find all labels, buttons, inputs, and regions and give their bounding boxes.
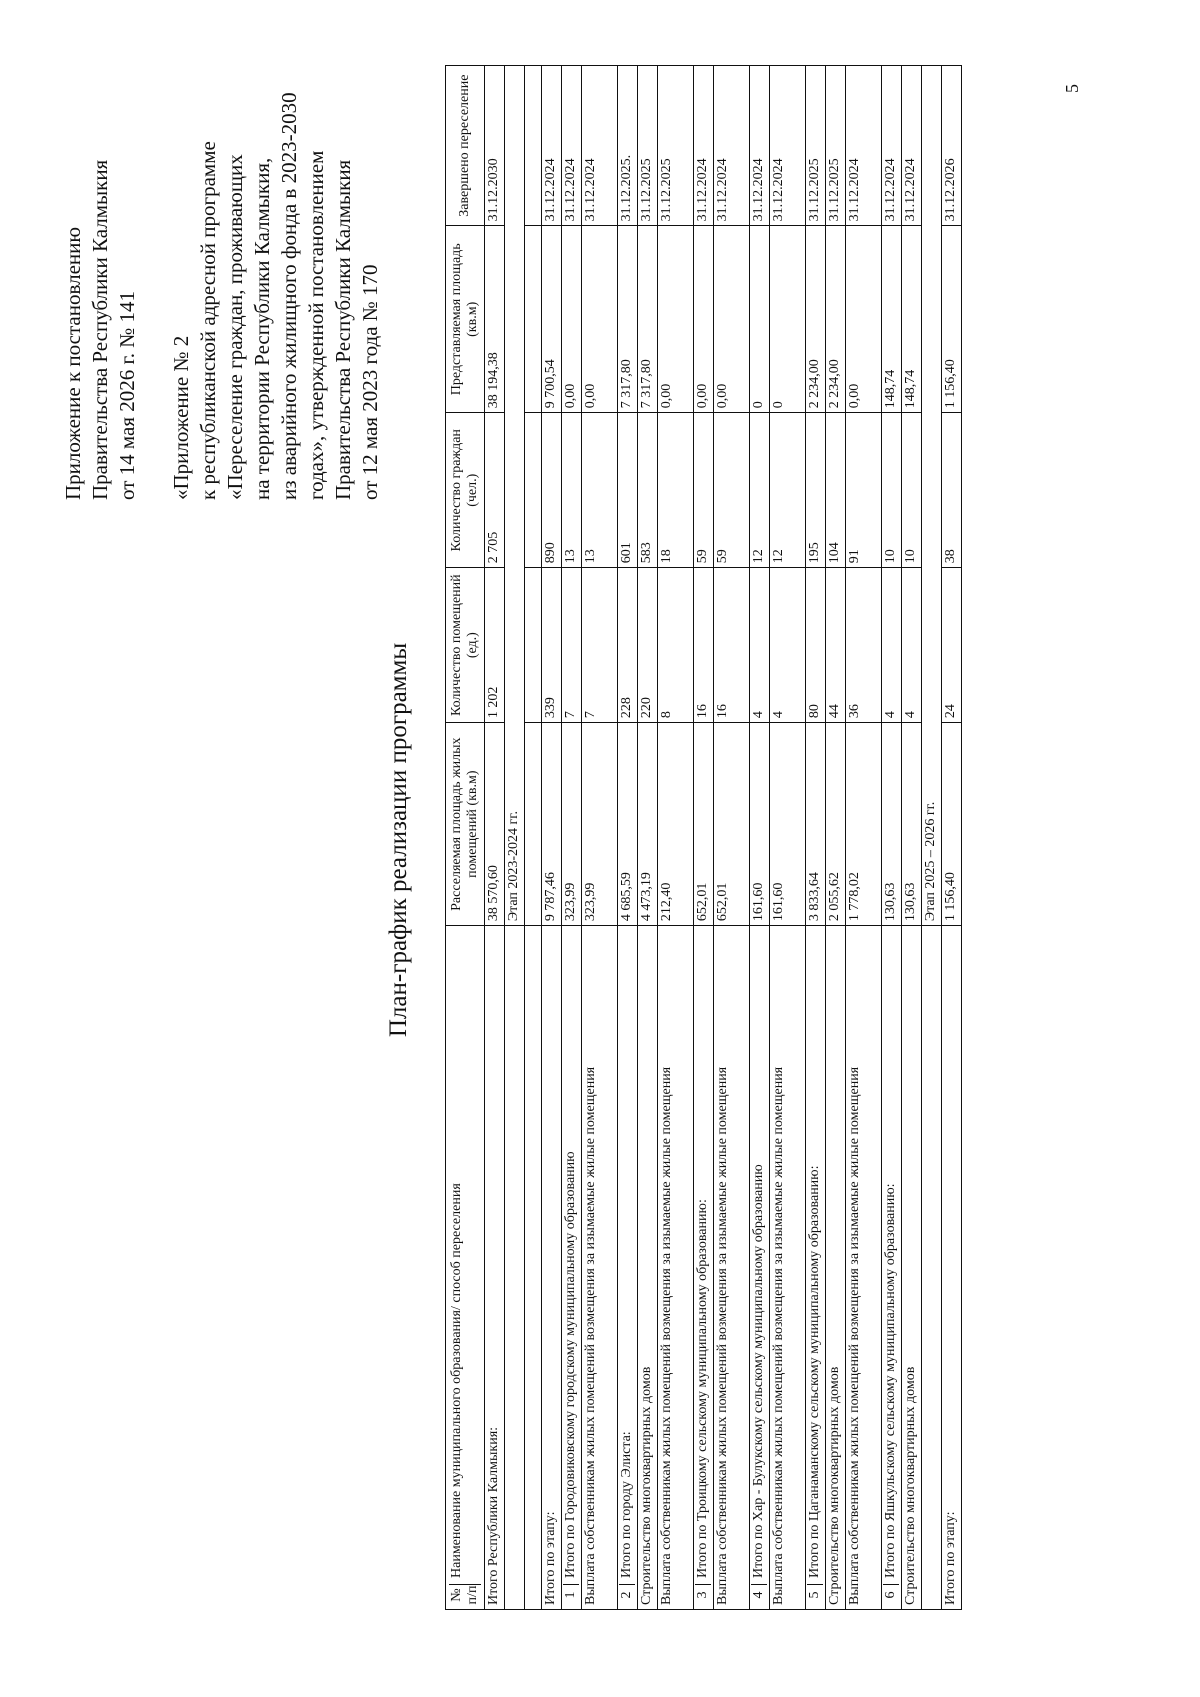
cell-area: 38 570,60: [485, 723, 505, 926]
cell-rooms: 7: [582, 568, 618, 723]
cell-provided: 7 317,80: [638, 226, 658, 413]
approval-line: «Приложение № 2: [169, 335, 193, 500]
cell-citizens: 890: [542, 413, 562, 568]
table-row: [658, 66, 694, 1610]
cell-citizens: 10: [882, 413, 902, 568]
cell-name: Выплата собственникам жилых помещений возмещения за изымаемые жилые помещения: [846, 926, 882, 1610]
stage-summary-row: [542, 66, 562, 1610]
cell-citizens: 91: [846, 413, 882, 568]
cell-completed: 31.12.2025.: [618, 66, 638, 226]
table-row: [638, 66, 658, 1610]
cell-rooms: 4: [882, 568, 902, 723]
cell-completed: 31.12.2024: [582, 66, 618, 226]
cell-completed: 31.12.2025: [638, 66, 658, 226]
approval-line: от 14 мая 2026 г. № 141: [115, 290, 139, 500]
cell-provided: 0,00: [846, 226, 882, 413]
cell-completed: 31.12.2026: [942, 66, 962, 226]
cell-completed: 31.12.2025: [658, 66, 694, 226]
cell-citizens: 18: [658, 413, 694, 568]
table-header-row: [446, 66, 485, 1610]
cell-name: Строительство многоквартирных домов: [638, 926, 658, 1610]
table-row: [582, 66, 618, 1610]
cell-provided: 0,00: [694, 226, 714, 413]
table-row: [750, 66, 770, 1610]
cell-rooms: 4: [750, 568, 770, 723]
approval-block: [60, 70, 384, 500]
cell-citizens: 12: [770, 413, 806, 568]
cell-rooms: 339: [542, 568, 562, 723]
cell-rooms: 228: [618, 568, 638, 723]
cell-completed: 31.12.2024: [542, 66, 562, 226]
cell-area: 130,63: [902, 723, 922, 926]
table-row-total: [485, 66, 505, 1610]
cell-rooms: 16: [714, 568, 750, 723]
cell-area: 161,60: [750, 723, 770, 926]
cell-provided: 0,00: [658, 226, 694, 413]
cell-area: 323,99: [582, 723, 618, 926]
cell-area: 3 833,64: [806, 723, 826, 926]
cell-rooms: 1 202: [485, 568, 505, 723]
approval-line: годах», утвержденной постановлением: [304, 150, 328, 500]
plan-table: [445, 65, 962, 1610]
cell-citizens: 601: [618, 413, 638, 568]
cell-area: 212,40: [658, 723, 694, 926]
cell-name: Итого Республики Калмыкия:: [485, 926, 505, 1610]
cell-completed: 31.12.2024: [770, 66, 806, 226]
cell-provided: 148,74: [882, 226, 902, 413]
header-name: Наименование муниципального образования/ способ переселения: [449, 1183, 464, 1578]
header-completed: Завершено переселение: [446, 66, 485, 226]
cell-name: Строительство многоквартирных домов: [826, 926, 846, 1610]
row-label: Итого по Цаганаманскому сельскому муниципальному образованию:: [807, 1165, 822, 1578]
cell-name: Выплата собственникам жилых помещений возмещения за изымаемые жилые помещения: [658, 926, 694, 1610]
row-label: Итого по Городовиковскому городскому муниципальному образованию: [563, 1151, 578, 1578]
cell-name: [618, 926, 638, 1610]
cell-name: [806, 926, 826, 1610]
cell-citizens: 59: [714, 413, 750, 568]
cell-provided: 38 194,38: [485, 226, 505, 413]
cell-area: 323,99: [562, 723, 582, 926]
cell-rooms: 36: [846, 568, 882, 723]
cell-name: Итого по этапу:: [542, 926, 562, 1610]
stage-label: Этап 2025 – 2026 гг.: [922, 66, 942, 926]
cell-area: 1 156,40: [942, 723, 962, 926]
cell-citizens: 195: [806, 413, 826, 568]
row-label: Итого по Яшкульскому сельскому муниципальному образованию:: [883, 1183, 898, 1578]
cell-provided: 0,00: [582, 226, 618, 413]
header-citizens: Количество граждан (чел.): [446, 413, 485, 568]
cell-completed: 31.12.2024: [750, 66, 770, 226]
cell-area: 4 473,19: [638, 723, 658, 926]
cell-area: 1 778,02: [846, 723, 882, 926]
cell-citizens: 2 705: [485, 413, 505, 568]
row-label: Итого по городу Элиста:: [619, 1431, 634, 1578]
header-area: Расселяемая площадь жилых помещений (кв.м): [446, 723, 485, 926]
cell-area: 652,01: [714, 723, 750, 926]
cell-area: 9 787,46: [542, 723, 562, 926]
stage-label: Этап 2023-2024 гг.: [505, 66, 525, 926]
cell-name: Выплата собственникам жилых помещений возмещения за изымаемые жилые помещения: [714, 926, 750, 1610]
row-number: 6: [883, 1584, 899, 1605]
cell-completed: 31.12.2024: [562, 66, 582, 226]
cell-name: [882, 926, 902, 1610]
table-row: [882, 66, 902, 1610]
cell-citizens: 12: [750, 413, 770, 568]
approval-line: к республиканской адресной программе: [196, 141, 220, 500]
row-number: 3: [695, 1584, 711, 1605]
cell-area: 161,60: [770, 723, 806, 926]
stage-row: [922, 66, 942, 1610]
approval-line: из аварийного жилищного фонда в 2023-2030: [277, 92, 301, 500]
table-row: [902, 66, 922, 1610]
cell-completed: 31.12.2025: [806, 66, 826, 226]
cell-citizens: 59: [694, 413, 714, 568]
cell-completed: 31.12.2025: [826, 66, 846, 226]
cell-rooms: 8: [658, 568, 694, 723]
cell-provided: 2 234,00: [826, 226, 846, 413]
table-row: [846, 66, 882, 1610]
cell-rooms: 16: [694, 568, 714, 723]
cell-area: 2 055,62: [826, 723, 846, 926]
table-row: [826, 66, 846, 1610]
row-number: 2: [619, 1584, 635, 1605]
row-number: 5: [807, 1584, 823, 1605]
cell-name: Строительство многоквартирных домов: [902, 926, 922, 1610]
cell-citizens: 583: [638, 413, 658, 568]
cell-provided: 9 700,54: [542, 226, 562, 413]
cell-citizens: 104: [826, 413, 846, 568]
cell-provided: 0: [750, 226, 770, 413]
header-num: № п/п: [449, 1585, 480, 1605]
cell-rooms: 4: [770, 568, 806, 723]
cell-provided: 2 234,00: [806, 226, 826, 413]
table-row: [806, 66, 826, 1610]
cell-rooms: 24: [942, 568, 962, 723]
page-number: 5: [1062, 84, 1082, 93]
cell-completed: 31.12.2024: [846, 66, 882, 226]
cell-area: 4 685,59: [618, 723, 638, 926]
table-row: [618, 66, 638, 1610]
cell-completed: 31.12.2024: [902, 66, 922, 226]
cell-rooms: 7: [562, 568, 582, 723]
cell-citizens: 38: [942, 413, 962, 568]
cell-name: Выплата собственникам жилых помещений возмещения за изымаемые жилые помещения: [582, 926, 618, 1610]
approval-line: Правительства Республики Калмыкия: [331, 159, 355, 500]
table-row: [562, 66, 582, 1610]
table-row: [714, 66, 750, 1610]
cell-name: Выплата собственникам жилых помещений возмещения за изымаемые жилые помещения: [770, 926, 806, 1610]
cell-citizens: 10: [902, 413, 922, 568]
cell-provided: 0,00: [562, 226, 582, 413]
cell-rooms: 44: [826, 568, 846, 723]
approval-line: «Переселение граждан, проживающих: [223, 154, 247, 500]
cell-completed: 31.12.2030: [485, 66, 505, 226]
cell-completed: 31.12.2024: [882, 66, 902, 226]
cell-name: [694, 926, 714, 1610]
cell-provided: 1 156,40: [942, 226, 962, 413]
cell-citizens: 13: [582, 413, 618, 568]
document-title: План-график реализации программы: [385, 642, 412, 1038]
header-provided: Представляемая площадь (кв.м): [446, 226, 485, 413]
row-number: 4: [751, 1584, 767, 1605]
cell-provided: 0: [770, 226, 806, 413]
cell-area: 130,63: [882, 723, 902, 926]
cell-provided: 0,00: [714, 226, 750, 413]
cell-completed: 31.12.2024: [714, 66, 750, 226]
cell-provided: 7 317,80: [618, 226, 638, 413]
stage-row: [505, 66, 525, 1610]
rotated-sheet: [60, 40, 1090, 1640]
row-label: Итого по Хар - Булукскому сельскому муниципальному образованию: [751, 1164, 766, 1578]
header-rooms: Количество помещений (ед.): [446, 568, 485, 723]
stage-summary-row: [942, 66, 962, 1610]
cell-name: [750, 926, 770, 1610]
cell-provided: 148,74: [902, 226, 922, 413]
approval-line: Правительства Республики Калмыкия: [88, 159, 112, 500]
row-label: Итого по Троицкому сельскому муниципальному образованию:: [695, 1199, 710, 1578]
approval-line: на территории Республики Калмыкия,: [250, 157, 274, 500]
cell-rooms: 220: [638, 568, 658, 723]
table-row: [694, 66, 714, 1610]
approval-line: от 12 мая 2023 года № 170: [358, 264, 382, 500]
table-row: [770, 66, 806, 1610]
cell-completed: 31.12.2024: [694, 66, 714, 226]
approval-line: Приложение к постановлению: [61, 226, 85, 500]
cell-citizens: 13: [562, 413, 582, 568]
cell-area: 652,01: [694, 723, 714, 926]
cell-rooms: 80: [806, 568, 826, 723]
cell-rooms: 4: [902, 568, 922, 723]
cell-name: Итого по этапу:: [942, 926, 962, 1610]
cell-name: [562, 926, 582, 1610]
row-number: 1: [563, 1584, 579, 1605]
